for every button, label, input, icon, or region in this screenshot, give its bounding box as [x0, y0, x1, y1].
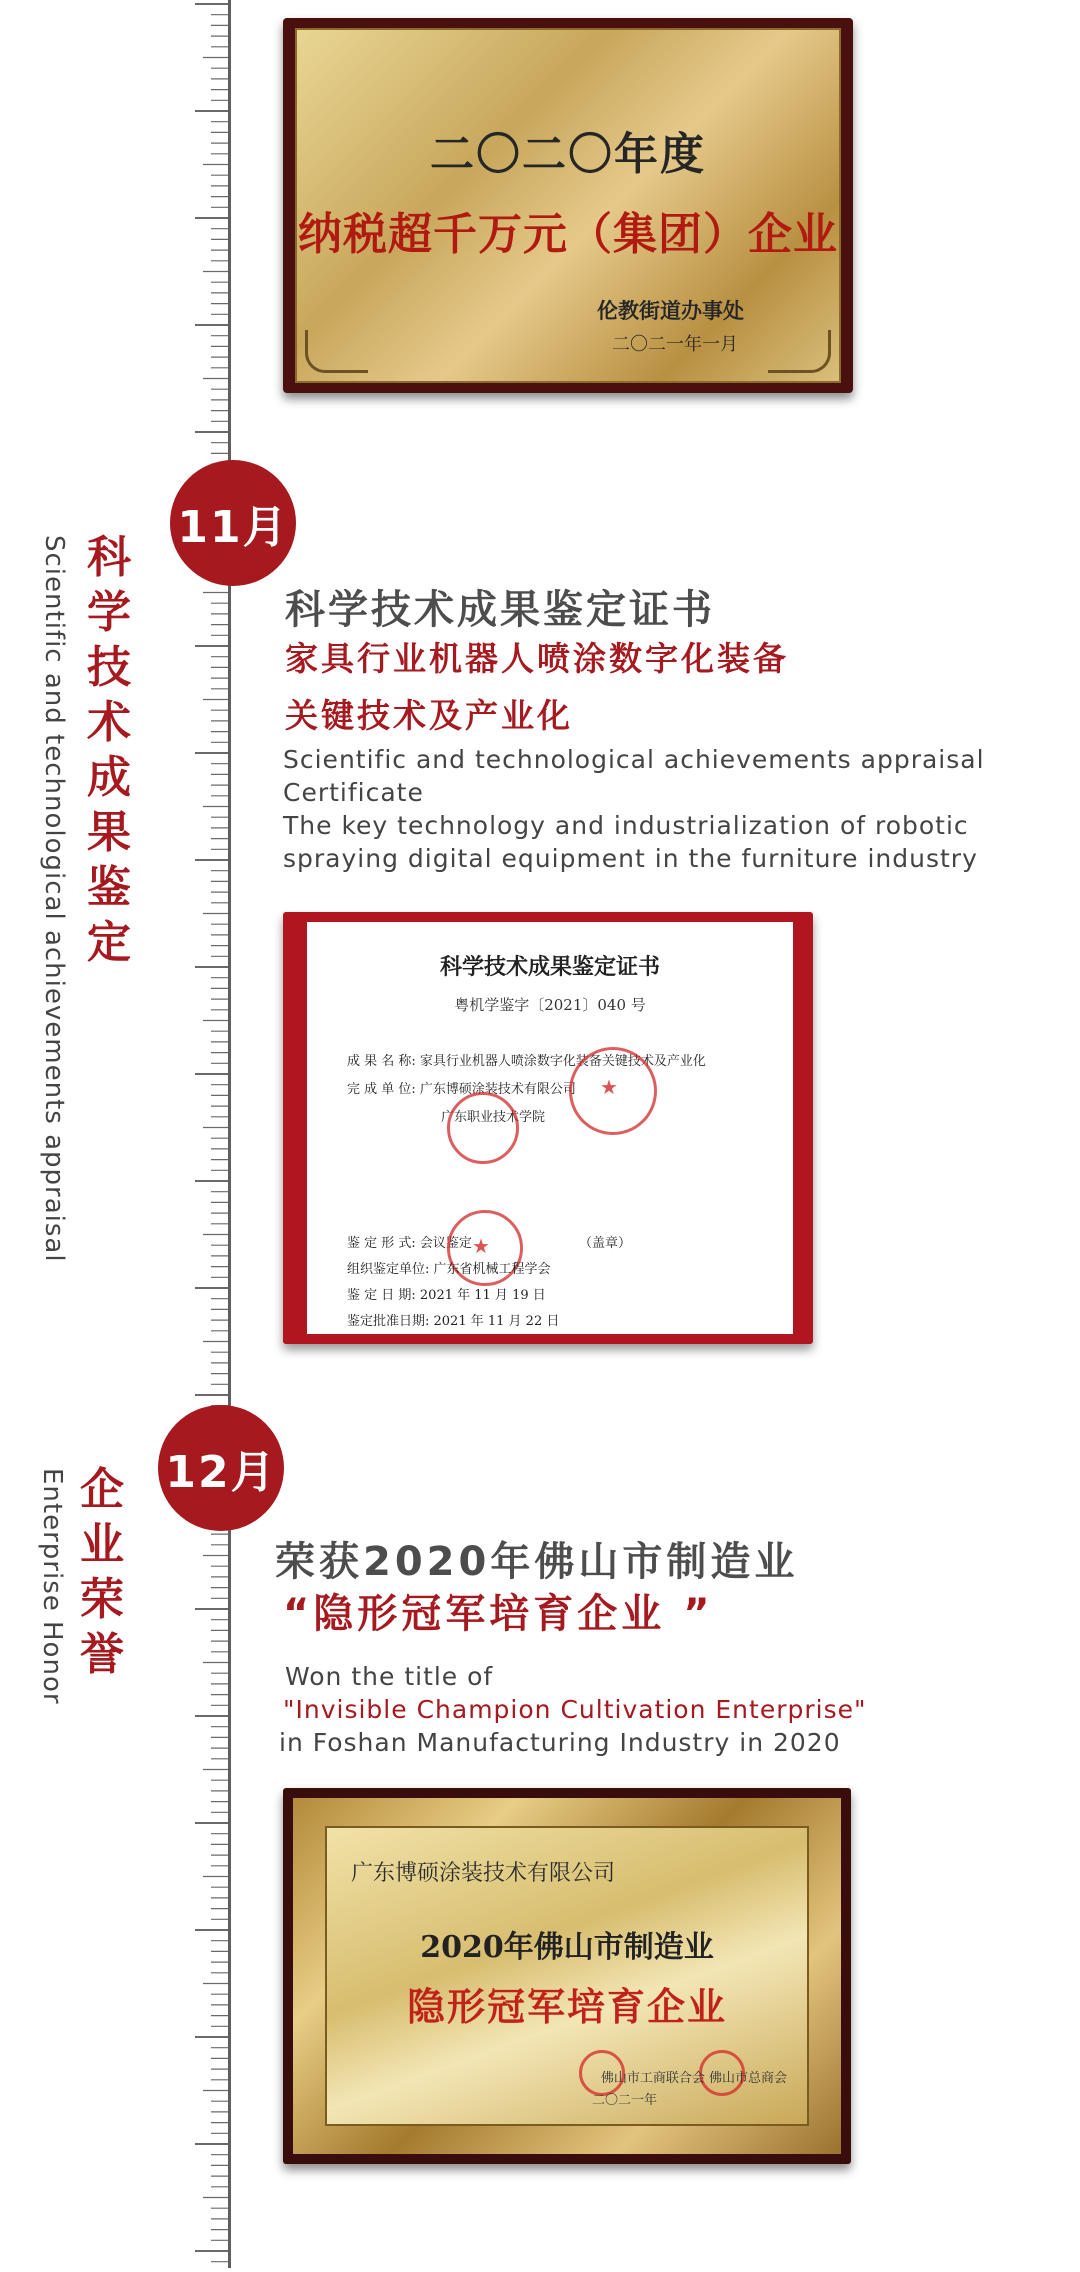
plaque-year: 二〇二〇年度: [430, 129, 706, 180]
plaque-title: 纳税超千万元（集团）企业: [298, 209, 838, 260]
plaque-date: 二〇二一年: [591, 2093, 657, 2108]
certificate-number: 粤机学鉴字〔2021〕040 号: [454, 996, 646, 1014]
side-title-char: 鉴: [87, 862, 131, 913]
section-english-line: spraying digital equipment in the furniture industry: [283, 844, 978, 873]
seal-star-icon: ★: [472, 1234, 490, 1258]
side-title-char: 术: [87, 697, 131, 748]
side-title-char: 誉: [80, 1629, 124, 1680]
certificate-unit: 广东职业技术学院: [441, 1110, 546, 1125]
side-title-char: 技: [87, 642, 131, 693]
certificate-image: [283, 912, 813, 1344]
section-english-line: The key technology and industrialization of robotic: [283, 811, 969, 840]
seal-star-icon: ★: [600, 1075, 618, 1099]
plaque-gold-surface: [325, 1826, 809, 2126]
section-side-title-cn: [72, 1462, 132, 1682]
certificate-org: 组织鉴定单位: 广东省机械工程学会: [347, 1262, 551, 1277]
certificate-form: 鉴 定 形 式: 会议鉴定: [347, 1236, 472, 1251]
plaque-issuer: 伦教街道办事处: [597, 299, 744, 323]
timeline-ruler: [0, 0, 230, 2268]
certificate-approve-date: 鉴定批准日期: 2021 年 11 月 22 日: [347, 1314, 560, 1329]
plaque-issuers: 佛山市工商联合会 佛山市总商会: [600, 2071, 787, 2086]
month-badge-december: 12月: [158, 1405, 284, 1531]
section-english-line-highlight: "Invisible Champion Cultivation Enterprise": [283, 1695, 867, 1724]
side-title-char: 定: [87, 917, 131, 968]
certificate-seal-note: （盖章）: [579, 1236, 632, 1251]
month-badge-november: 11月: [170, 460, 296, 586]
plaque-tax-award: [283, 18, 853, 393]
section-english-line: Certificate: [283, 778, 424, 807]
section-english-line: Scientific and technological achievements appraisal: [283, 745, 985, 774]
plaque-year-line: 2020年佛山市制造业: [420, 1930, 714, 1965]
side-title-char: 学: [87, 587, 131, 638]
ruler-line: [228, 0, 231, 2268]
plaque-gold-surface: [295, 28, 841, 383]
red-seal: [447, 1092, 519, 1164]
side-title-char: 企: [80, 1464, 124, 1515]
side-title-char: 业: [80, 1519, 124, 1570]
ruler-ticks: [0, 0, 230, 2268]
section-subtitle: “隐形冠军培育企业 ”: [283, 1591, 714, 1637]
section-english-line: Won the title of: [285, 1662, 494, 1691]
section-heading: 荣获2020年佛山市制造业: [275, 1539, 799, 1585]
side-title-char: 成: [87, 752, 131, 803]
section-english-line: in Foshan Manufacturing Industry in 2020: [279, 1728, 841, 1757]
plaque-date: 二〇二一年一月: [612, 334, 738, 355]
plaque-frame: [293, 1798, 841, 2154]
section-heading: 科学技术成果鉴定证书: [285, 587, 715, 633]
corner-ornament: [305, 330, 368, 373]
plaque-title: 隐形冠军培育企业: [406, 1984, 727, 2029]
plaque-company: 广东博硕涂装技术有限公司: [351, 1861, 616, 1886]
section-side-title-en: Scientific and technological achievements appraisal: [39, 535, 69, 1263]
section-side-title-cn: [79, 530, 139, 970]
certificate-title: 科学技术成果鉴定证书: [439, 954, 660, 980]
corner-ornament: [768, 330, 831, 373]
certificate-date: 鉴 定 日 期: 2021 年 11 月 19 日: [347, 1288, 546, 1303]
certificate-paper: [307, 922, 793, 1334]
section-subtitle-line2: 关键技术及产业化: [285, 696, 573, 735]
plaque-champion-award: [283, 1788, 851, 2164]
section-subtitle-line1: 家具行业机器人喷涂数字化装备: [285, 639, 789, 678]
certificate-unit: 完 成 单 位: 广东博硕涂装技术有限公司: [347, 1082, 576, 1097]
certificate-result-name: 成 果 名 称: 家具行业机器人喷涂数字化装备关键技术及产业化: [347, 1054, 706, 1069]
side-title-char: 科: [87, 532, 131, 583]
side-title-char: 果: [87, 807, 131, 858]
section-side-title-en: Enterprise Honor: [37, 1468, 67, 1705]
side-title-char: 荣: [80, 1574, 124, 1625]
